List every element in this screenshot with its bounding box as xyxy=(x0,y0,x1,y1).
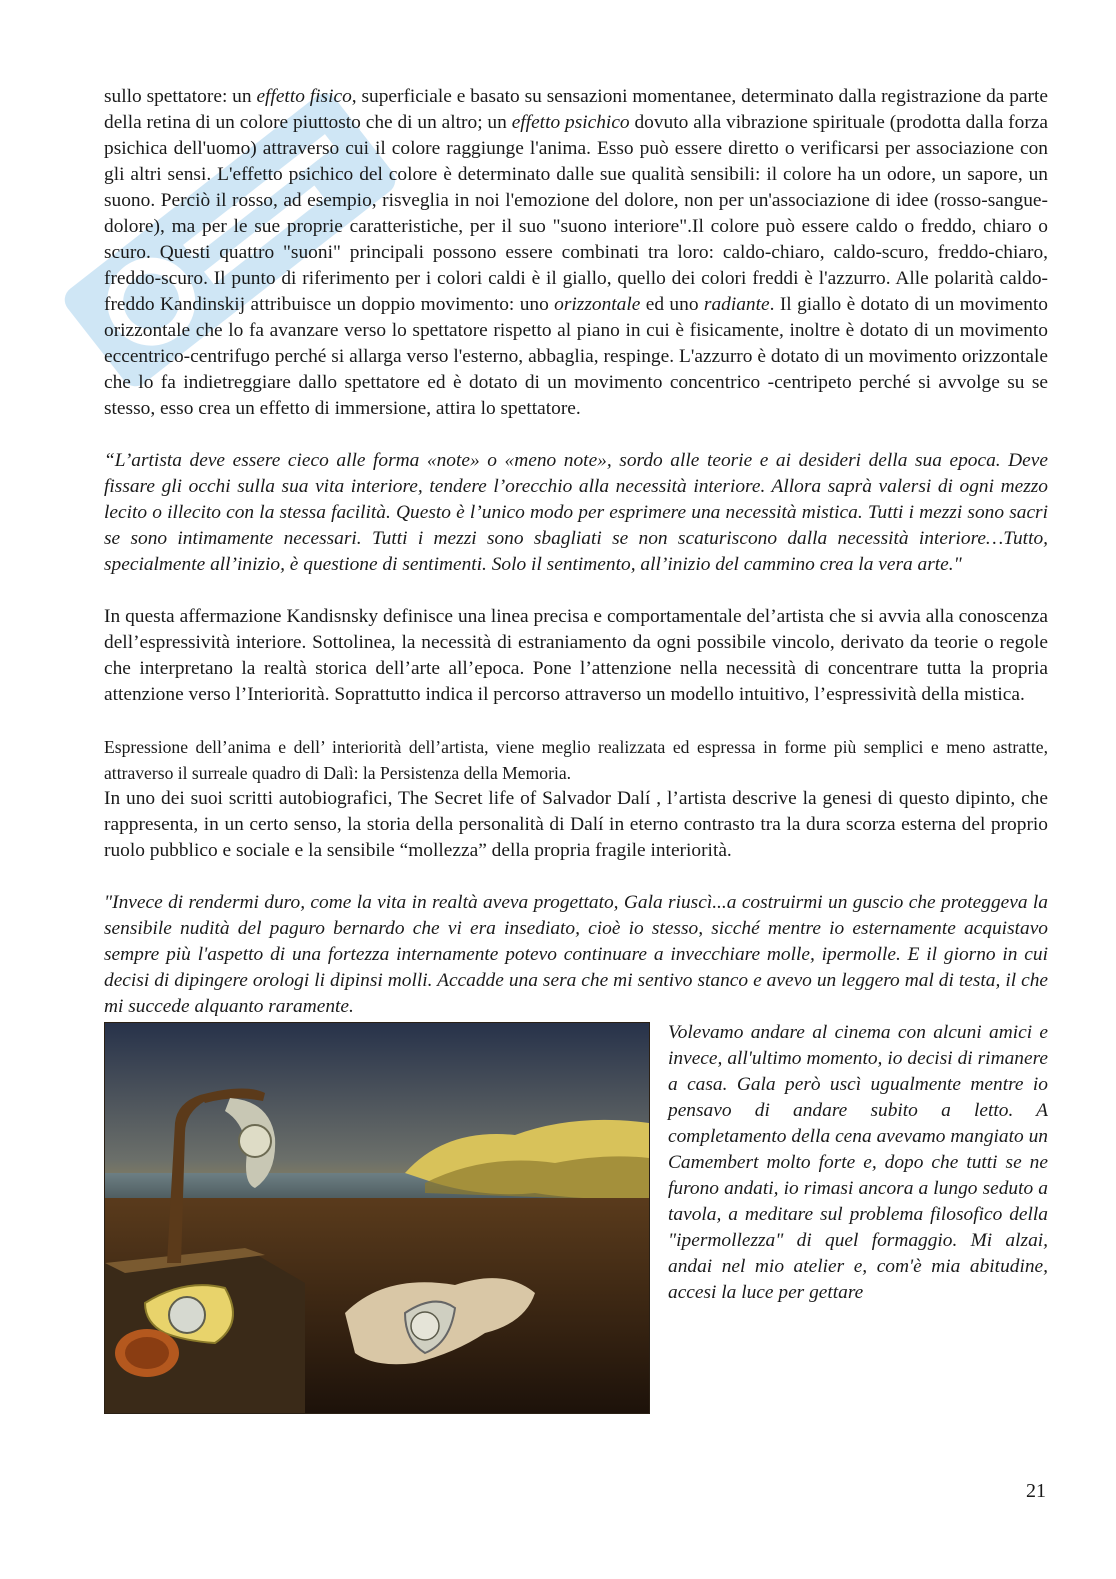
paragraph-dali-autobiography: In uno dei suoi scritti autobiografici, The Secret life of Salvador Dalí , l’artista descrive la genesi di questo dipinto, che rappresenta, in un certo senso, la storia della personalità di Dalí in eterno contrasto tra la dura scorza esterna del proprio ruolo pubblico e sociale e la sensibile “mollezza” della propria fragile interiorità. xyxy=(104,788,1048,861)
text-run: , superficiale e basato su sensazioni momentanee, determinato dalla registrazione da parte della retina di un colore piuttosto che di un altro; un xyxy=(104,86,1048,133)
painting-with-text xyxy=(104,1020,1048,1306)
emphasis-orizzontale: orizzontale xyxy=(554,294,641,315)
page-number: 21 xyxy=(1026,1480,1046,1502)
painting-persistence-of-memory xyxy=(104,1022,650,1414)
emphasis-effetto-fisico: effetto fisico xyxy=(256,86,352,107)
document-body xyxy=(104,84,1048,1414)
text-run: ed uno xyxy=(640,294,704,315)
emphasis-effetto-psichico: effetto psichico xyxy=(511,112,630,133)
paragraph-color-effects xyxy=(104,84,1048,422)
emphasis-radiante: radiante xyxy=(703,294,770,315)
text-run: . Il giallo è dotato di un movimento orizzontale che lo fa avanzare verso lo spettatore rispetto al piano in cui è fisicamente, inoltre è dotato di un movimento eccentrico-centrifugo perché si allarga verso l'esterno, abbaglia, respinge. L'azzurro è dotato di un movimento orizzontale che lo fa indietreggiare dallo spettatore ed è dotato di un movimento concentrico -centripeto perché si avvolge su se stesso, esso crea un effetto di immersione, attira lo spettatore. xyxy=(104,294,1048,419)
painting-image xyxy=(105,1023,649,1413)
text-run: sullo spettatore: un xyxy=(104,86,257,107)
paragraph-dali-intro: Espressione dell’anima e dell’ interiorità dell’artista, viene meglio realizzata ed espressa in forme più semplici e meno astratte, attraverso il surreale quadro di Dalì: la Persistenza della Memoria. xyxy=(104,737,1048,783)
paragraph-analysis: In questa affermazione Kandisnsky definisce una linea precisa e comportamentale del’artista che si avvia alla conoscenza dell’espressività interiore. Sottolinea, la necessità di estraniamento da ogni possibile vincolo, derivato da teorie o regole che interpretano la realtà storica dell’arte all’epoca. Pone l’attenzione nella necessità di concentrare tutta la propria attenzione verso l’Interiorità. Soprattutto indica il percorso attraverso un modello intuitivo, l’espressività della mistica. xyxy=(104,606,1048,705)
quote-kandinsky: “L’artista deve essere cieco alle forma «note» o «meno note», sordo alle teorie e ai desideri della sua epoca. Deve fissare gli occhi sulla sua vita interiore, tendere l’orecchio alla necessità interiore. Allora saprà valersi di ogni mezzo lecito o illecito con la stessa facilità. Questo è l’unico modo per esprimere una necessità mistica. Tutti i mezzi sono sacri se sono intimamente necessari. Tutti i mezzi sono sbagliati se non scaturiscono dalla necessità interiore…Tutto, specialmente all’inizio, è questione di sentimenti. Solo il sentimento, all’inizio del cammino crea la vera arte." xyxy=(104,450,1048,575)
quote-dali-top: "Invece di rendermi duro, come la vita in realtà aveva progettato, Gala riuscì...a costruirmi un guscio che proteggeva la sensibile nudità del paguro bernardo che vi era insediato, cioè io stesso, sicché mentre io esternamente acquistavo sempre più l'aspetto di una fortezza internamente potevo continuare a invecchiare molle, ipermolle. E il giorno in cui decisi di dipingere orologi li dipinsi molli. Accadde una sera che mi sentivo stanco e avevo un leggero mal di testa, il che mi succede alquanto raramente. xyxy=(104,892,1048,1017)
text-run: dovuto alla vibrazione spirituale (prodotta dalla forza psichica dell'uomo) attraverso cui il colore raggiunge l'anima. Esso può essere diretto o verificarsi per associazione con gli altri sensi. L'effetto psichico del colore è determinato dalle sue qualità sensibili: il colore ha un odore, un sapore, un suono. Perciò il rosso, ad esempio, risveglia in noi l'emozione del dolore, non per un'associazione di idee (rosso-sangue-dolore), ma per le sue proprie caratteristiche, per il suo "suono interiore".Il colore può essere caldo o freddo, chiaro o scuro. Questi quattro "suoni" principali possono essere combinati tra loro: caldo-chiaro, caldo-scuro, freddo-chiaro, freddo-scuro. Il punto di riferimento per i colori caldi è il giallo, quello dei colori freddi è l'azzurro. Alle polarità caldo-freddo Kandinskij attribuisce un doppio movimento: uno xyxy=(104,112,1049,315)
quote-dali-side: Volevamo andare al cinema con alcuni amici e invece, all'ultimo momento, io decisi di rimanere a casa. Gala però uscì ugualmente mentre io pensavo di andare subito a letto. A completamento della cena avevamo mangiato un Camembert molto forte e, dopo che tutti se ne furono andati, io rimasi ancora a lungo seduto a tavola, a meditare sul problema filosofico della "ipermollezza" di quel formaggio. Mi alzai, andai nel mio atelier e, com'è mia abitudine, accesi la luce per gettare xyxy=(668,1022,1048,1303)
